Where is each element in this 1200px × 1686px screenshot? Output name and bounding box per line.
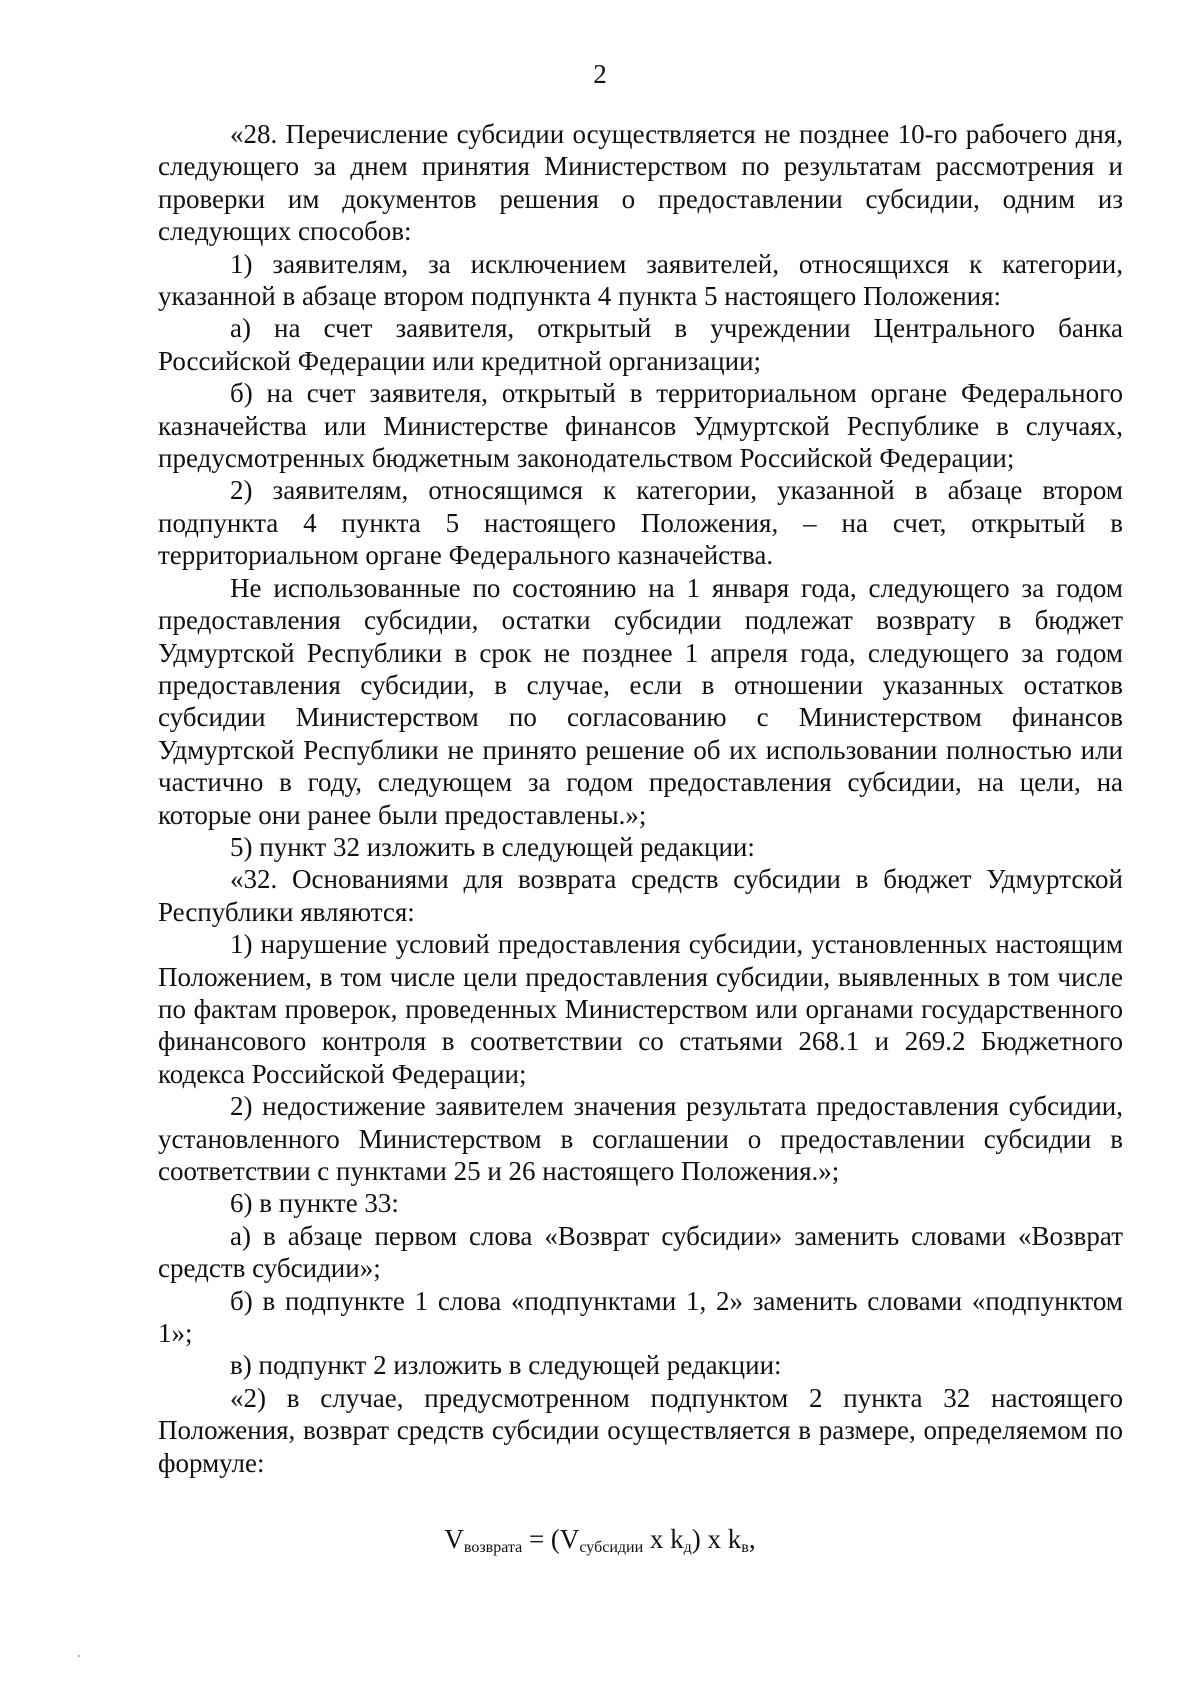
refund-formula [0, 1522, 1200, 1556]
paragraph-amend-6v: в) подпункт 2 изложить в следующей редакции: [230, 1350, 782, 1381]
scan-speck [78, 1655, 80, 1657]
paragraph-amend-6b: б) в подпункте 1 слова «подпунктами 1, 2» заменить словами «подпунктом 1»; [158, 1285, 1123, 1349]
formula-lhs: V [444, 1524, 464, 1554]
formula-times1: х k [643, 1524, 684, 1554]
page-number: 2 [593, 59, 607, 89]
formula-term1-subscript: субсидии [579, 1539, 644, 1556]
paragraph-32-item-2: 2) недостижение заявителем значения результата предоставления субсидии, установленного Министерством в соглашении о предоставлении субсидии в соответствии с пунктами 25 и 26 настоящего Положения.»; [158, 1091, 1123, 1186]
paragraph-33-item-2: «2) в случае, предусмотренном подпунктом 2 пункта 32 настоящего Положения, возврат средств субсидии осуществляется в размере, определяемом по формуле: [158, 1382, 1123, 1478]
paragraph-32: «32. Основаниями для возврата средств субсидии в бюджет Удмуртской Республики являются: [158, 864, 1123, 927]
formula-coef1-subscript: д [683, 1539, 692, 1556]
document-body [158, 118, 1123, 1479]
paragraph-28-item-1a: а) на счет заявителя, открытый в учреждении Центрального банка Российской Федерации или кредитной организации; [158, 313, 1123, 376]
formula-term1: V [559, 1524, 580, 1554]
formula-end: , [748, 1524, 756, 1554]
formula-close: ) х k [691, 1524, 742, 1554]
paragraph-unused-remainder: Не использованные по состоянию на 1 января года, следующего за годом предоставления субсидии, остатки субсидии подлежат возврату в бюджет Удмуртской Республики в срок не позднее 1 апреля года, следующего за годом предоставления субсидии, в случае, если в отношении указанных остатков субсидии Министерством по согласованию с Министерством финансов Удмуртской Республики не принято решение об их использовании полностью или частично в году, следующем за годом предоставления субсидии, на цели, на которые они ранее были предоставлены.»; [158, 572, 1123, 830]
paragraph-28-item-1: 1) заявителям, за исключением заявителей, относящихся к категории, указанной в абзаце втором подпункта 4 пункта 5 настоящего Положения: [158, 248, 1123, 312]
paragraph-28: «28. Перечисление субсидии осуществляется не позднее 10-го рабочего дня, следующего за днем принятия Министерством по результатам рассмотрения и проверки им документов решения о предоставлении субсидии, одним из следующих способов: [158, 119, 1123, 247]
paragraph-amend-6a: а) в абзаце первом слова «Возврат субсидии» заменить словами «Возврат средств субсидии»; [158, 1220, 1123, 1284]
paragraph-amend-5: 5) пункт 32 изложить в следующей редакции: [230, 831, 755, 862]
paragraph-amend-6: 6) в пункте 33: [230, 1188, 399, 1219]
formula-lhs-subscript: возврата [463, 1539, 523, 1556]
paragraph-28-item-2: 2) заявителям, относящимся к категории, указанной в абзаце втором подпункта 4 пункта 5 настоящего Положения, – на счет, открытый в территориальном органе Федерального казначейства. [158, 475, 1123, 571]
formula-equals: = ( [522, 1524, 560, 1554]
formula-coef2-subscript: в [741, 1539, 749, 1556]
paragraph-32-item-1: 1) нарушение условий предоставления субсидии, установленных настоящим Положением, в том числе цели предоставления субсидии, выявленных в том числе по фактам проверок, проведенных Министерством или органами государственного финансового контроля в соответствии со статьями 268.1 и 269.2 Бюджетного кодекса Российской Федерации; [158, 929, 1123, 1089]
paragraph-28-item-1b: б) на счет заявителя, открытый в территориальном органе Федерального казначейства или Министерстве финансов Удмуртской Республике в случаях, предусмотренных бюджетным законодательством Российской Федерации; [158, 378, 1123, 474]
